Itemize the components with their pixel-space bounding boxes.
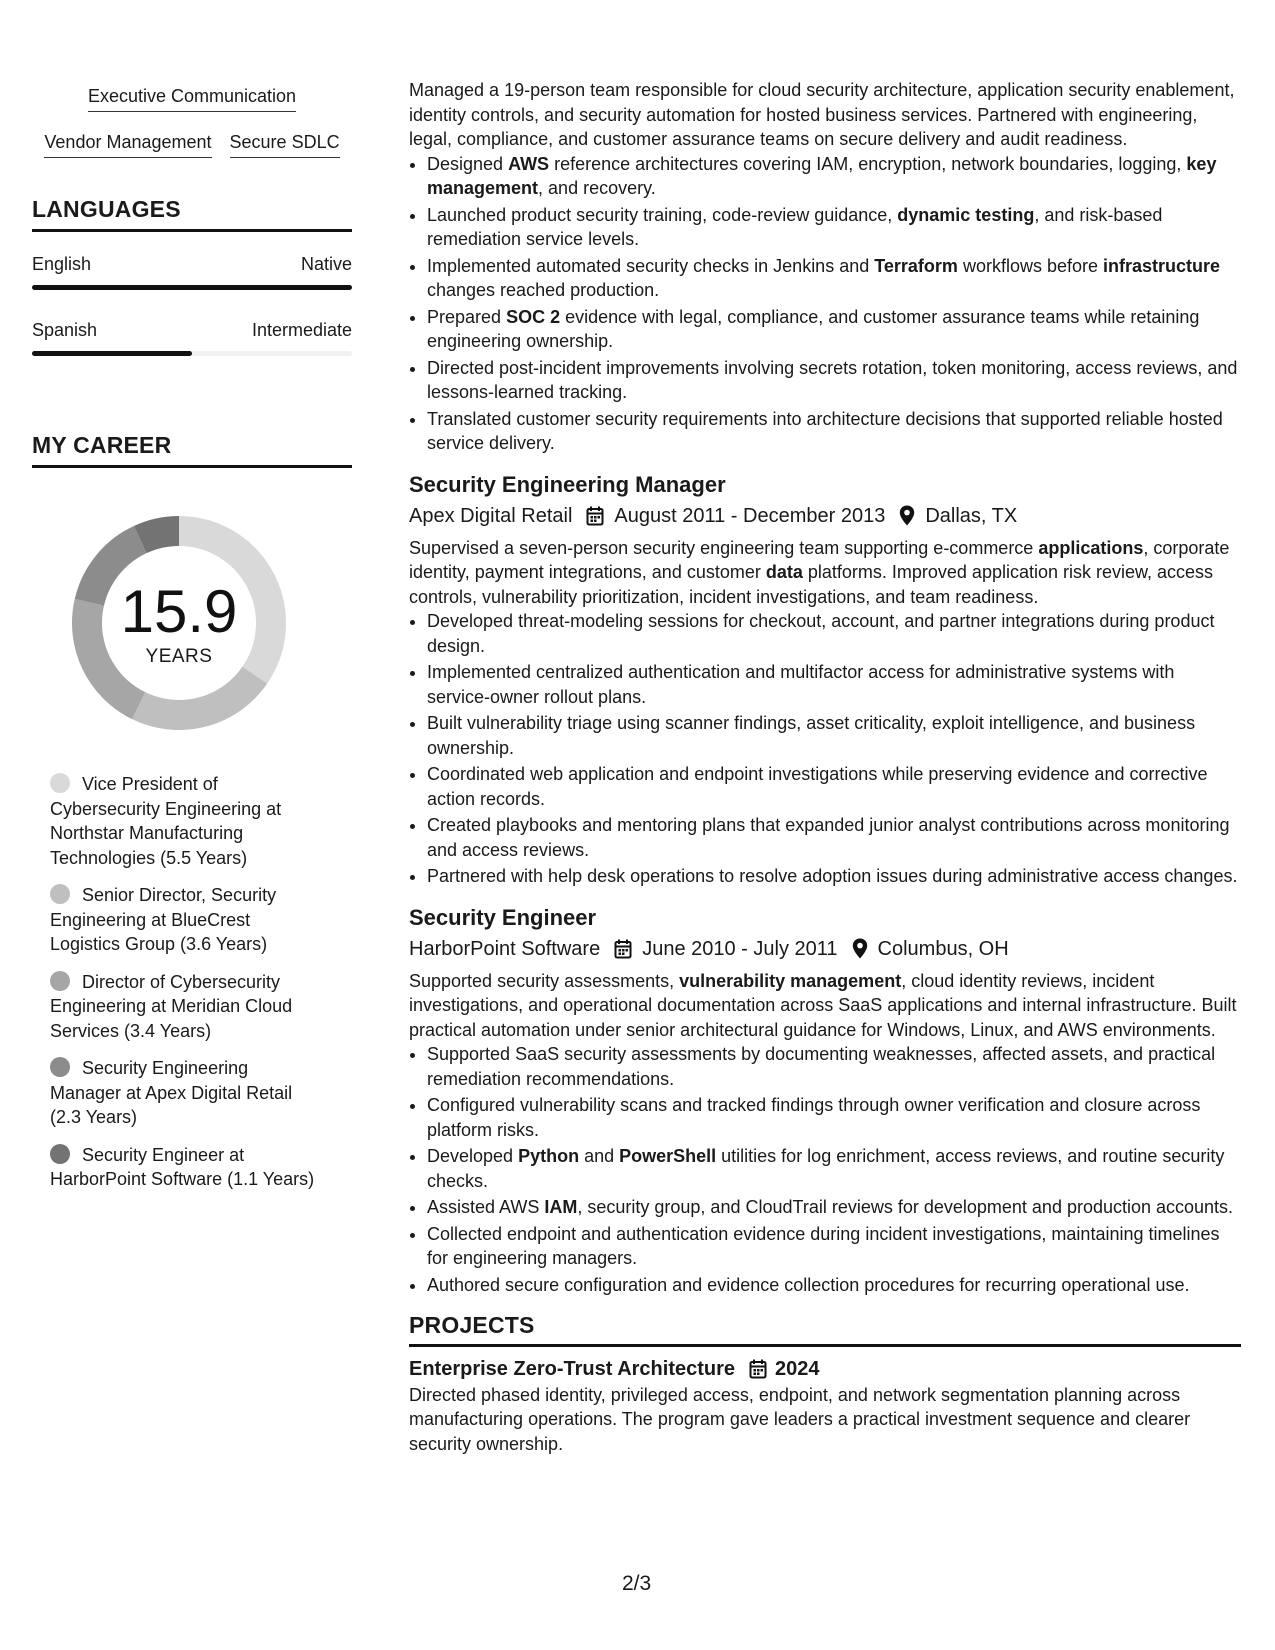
legend-label: Senior Director, Security Engineering at BlueCrest Logistics Group (3.6 Years) bbox=[50, 885, 277, 954]
language-level: Native bbox=[300, 254, 352, 274]
calendar-icon bbox=[614, 939, 632, 959]
project-title-row bbox=[409, 1355, 1241, 1383]
project-name: Enterprise Zero-Trust Architecture bbox=[409, 1357, 736, 1380]
bullet-item: • Translated customer security requirements into architecture decisions that supported reliable hosted service delivery. bbox=[427, 407, 1241, 456]
career-heading: MY CAREER bbox=[32, 432, 352, 468]
job-location: Columbus, OH bbox=[877, 937, 1009, 960]
main-content bbox=[409, 78, 1241, 1456]
bullet-item: • Developed threat-modeling sessions for checkout, account, and partner integrations during product design. bbox=[427, 609, 1241, 658]
language-bar bbox=[32, 285, 352, 290]
job-meta bbox=[409, 935, 1241, 963]
language-bar-fill bbox=[32, 285, 352, 290]
legend-label: Vice President of Cybersecurity Engineering at Northstar Manufacturing Technologies (5.5 Years) bbox=[50, 774, 282, 868]
job-summary: Managed a 19-person team responsible for cloud security architecture, application security enablement, identity controls, and security automation for hosted business services. Partnered with engineering, legal, compliance, and customer assurance teams on secure delivery and audit readiness. bbox=[409, 80, 1235, 149]
project-year: 2024 bbox=[775, 1357, 820, 1380]
location-pin-icon bbox=[852, 938, 868, 959]
language-name: Spanish bbox=[32, 320, 98, 340]
legend-item bbox=[50, 772, 315, 870]
projects-heading: PROJECTS bbox=[409, 1313, 1241, 1347]
sidebar bbox=[32, 84, 352, 1205]
language-item bbox=[32, 252, 352, 290]
job-dates: August 2011 - December 2013 bbox=[614, 504, 886, 527]
legend-item bbox=[50, 970, 315, 1044]
job-bullets bbox=[409, 1042, 1241, 1297]
legend-label: Security Engineering Manager at Apex Digital Retail (2.3 Years) bbox=[50, 1058, 293, 1127]
job-summary: Supported security assessments, vulnerability management, cloud identity reviews, incident investigations, and operational documentation across SaaS applications and internal infrastructure. Built practical automation under senior architectural guidance for Windows, Linux, and AWS environments. bbox=[409, 970, 1237, 1040]
legend-dot bbox=[50, 884, 70, 904]
skills-row bbox=[32, 130, 352, 158]
career-total-years: 15.9 bbox=[120, 578, 238, 645]
legend-item bbox=[50, 1056, 315, 1130]
company-name: Apex Digital Retail bbox=[409, 504, 573, 527]
languages-heading: LANGUAGES bbox=[32, 196, 352, 232]
bullet-item: • Partnered with help desk operations to resolve adoption issues during administrative access changes. bbox=[427, 864, 1241, 889]
language-item bbox=[32, 318, 352, 356]
bullet-item: • Designed AWS reference architectures covering IAM, encryption, network boundaries, logging, key management, and recovery. bbox=[427, 152, 1241, 201]
bullet-item: • Launched product security training, code-review guidance, dynamic testing, and risk-based remediation service levels. bbox=[427, 203, 1241, 252]
bullet-item: • Coordinated web application and endpoint investigations while preserving evidence and corrective action records. bbox=[427, 762, 1241, 811]
language-name: English bbox=[32, 254, 92, 274]
calendar-icon bbox=[586, 506, 604, 526]
career-section bbox=[32, 432, 352, 1192]
bullet-item: • Implemented automated security checks in Jenkins and Terraform workflows before infrastructure changes reached production. bbox=[427, 254, 1241, 303]
bullet-item: • Directed post-incident improvements involving secrets rotation, token monitoring, access reviews, and lessons-learned tracking. bbox=[427, 356, 1241, 405]
bullet-item: • Developed Python and PowerShell utilities for log enrichment, access reviews, and routine security checks. bbox=[427, 1144, 1241, 1193]
language-level: Intermediate bbox=[251, 320, 352, 340]
job-summary: Supervised a seven-person security engineering team supporting e-commerce applications, corporate identity, payment integrations, and customer data platforms. Improved application risk review, access controls, vulnerability prioritization, incident investigations, and team readiness. bbox=[409, 537, 1230, 607]
bullet-item: • Assisted AWS IAM, security group, and CloudTrail reviews for development and production accounts. bbox=[427, 1195, 1241, 1220]
skill-tag: Executive Communication bbox=[88, 84, 296, 112]
career-donut-chart bbox=[66, 510, 292, 736]
bullet-item: • Supported SaaS security assessments by documenting weaknesses, affected assets, and practical remediation recommendations. bbox=[427, 1042, 1241, 1091]
legend-dot bbox=[50, 1057, 70, 1077]
projects-section bbox=[409, 1313, 1241, 1456]
skill-tag: Vendor Management bbox=[44, 130, 211, 158]
legend-dot bbox=[50, 971, 70, 991]
job-bullets bbox=[409, 609, 1241, 889]
job-dates: June 2010 - July 2011 bbox=[642, 937, 838, 960]
job-title: Security Engineering Manager bbox=[409, 471, 726, 497]
language-bar-fill bbox=[32, 351, 192, 356]
languages-section bbox=[32, 196, 352, 356]
legend-label: Security Engineer at HarborPoint Software (1.1 Years) bbox=[50, 1144, 315, 1189]
legend-item bbox=[50, 883, 315, 957]
language-bar bbox=[32, 351, 352, 356]
job-title: Security Engineer bbox=[409, 904, 597, 930]
legend-dot bbox=[50, 773, 70, 793]
bullet-item: • Authored secure configuration and evidence collection procedures for recurring operational use. bbox=[427, 1273, 1241, 1298]
bullet-item: • Collected endpoint and authentication evidence during incident investigations, maintaining timelines for engineering managers. bbox=[427, 1222, 1241, 1271]
legend-label: Director of Cybersecurity Engineering at Meridian Cloud Services (3.4 Years) bbox=[50, 971, 293, 1041]
bullet-item: • Built vulnerability triage using scanner findings, asset criticality, exploit intelligence, and business ownership. bbox=[427, 711, 1241, 760]
legend-dot bbox=[50, 1144, 70, 1164]
career-legend bbox=[50, 772, 315, 1192]
skill-tag: Secure SDLC bbox=[230, 130, 340, 158]
bullet-item: • Prepared SOC 2 evidence with legal, compliance, and customer assurance teams while retaining engineering ownership. bbox=[427, 305, 1241, 354]
bullet-item: • Created playbooks and mentoring plans that expanded junior analyst contributions across monitoring and access reviews. bbox=[427, 813, 1241, 862]
bullet-item: • Implemented centralized authentication and multifactor access for administrative systems with service-owner rollout plans. bbox=[427, 660, 1241, 709]
career-years-unit: YEARS bbox=[145, 646, 213, 667]
company-name: HarborPoint Software bbox=[409, 937, 601, 960]
bullet-item: • Configured vulnerability scans and tracked findings through owner verification and closure across platform risks. bbox=[427, 1093, 1241, 1142]
calendar-icon bbox=[749, 1359, 767, 1379]
job-meta bbox=[409, 502, 1241, 530]
legend-item bbox=[50, 1143, 315, 1192]
skills-row bbox=[32, 84, 352, 112]
job-bullets bbox=[409, 152, 1241, 456]
location-pin-icon bbox=[899, 505, 915, 526]
job-location: Dallas, TX bbox=[925, 504, 1018, 527]
project-description: Directed phased identity, privileged access, endpoint, and network segmentation planning across manufacturing operations. The program gave leaders a practical investment sequence and clearer security ownership. bbox=[409, 1384, 1191, 1454]
page-number: 2/3 bbox=[622, 1572, 652, 1595]
